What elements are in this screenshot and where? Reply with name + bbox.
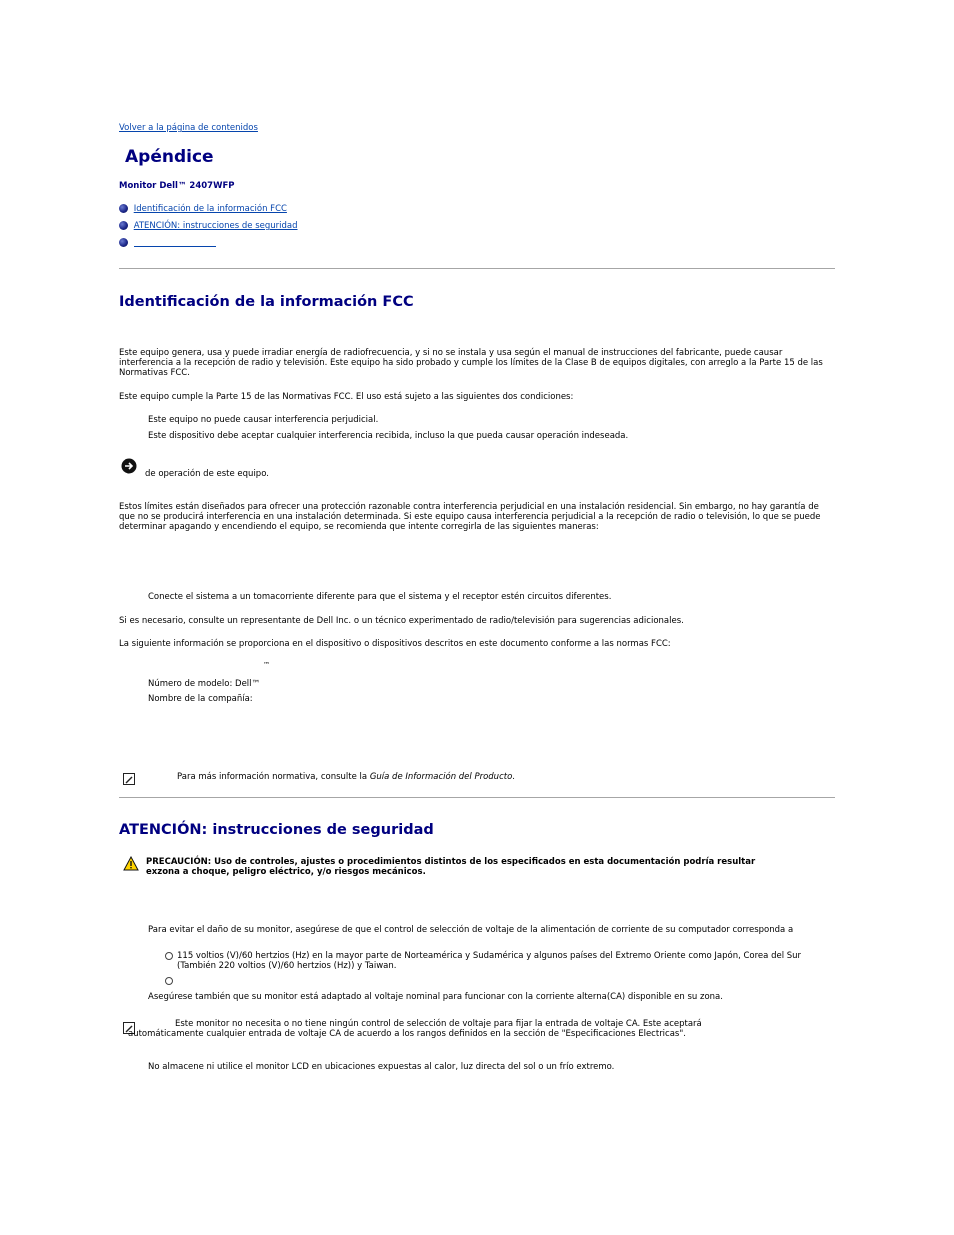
bullet-icon xyxy=(119,238,128,247)
fcc-condition-2: Este dispositivo debe aceptar cualquier interferencia recibida, incluso la que pueda causar operación indeseada. xyxy=(148,431,629,441)
trademark-symbol: ™ xyxy=(263,661,270,669)
safety-paragraph-3: No almacene ni utilice el monitor LCD en ubicaciones expuestas al calor, luz directa del sol o un frío extremo. xyxy=(148,1062,615,1072)
circle-bullet-icon xyxy=(165,952,173,960)
voltage-note-line-2: automáticamente cualquier entrada de voltaje CA de acuerdo a los rangos definidos en la sección de "Especificaciones Electricas". xyxy=(128,1029,686,1039)
note-suffix: . xyxy=(512,772,515,782)
note-guide-title: Guía de Información del Producto xyxy=(369,772,513,782)
option-bullet xyxy=(165,952,173,963)
toc-item[interactable] xyxy=(119,204,287,214)
safety-paragraph-2: Asegúrese también que su monitor está adaptado al voltaje nominal para funcionar con la corriente alterna(CA) disponible en su zona. xyxy=(148,992,723,1002)
toc-item[interactable] xyxy=(119,237,216,248)
page-subtitle: Monitor Dell™ 2407WFP xyxy=(119,181,235,191)
voltage-note-line-1: Este monitor no necesita o no tiene ningún control de selección de voltaje para fijar la entrada de voltaje CA. Este aceptará xyxy=(175,1019,702,1029)
page-title: Apéndice xyxy=(125,147,214,167)
voltage-option-line-2: (También 220 voltios (V)/60 hertzios (Hz)) y Taiwan. xyxy=(177,961,397,971)
circle-bullet-icon xyxy=(165,977,173,985)
fcc-condition-1: Este equipo no puede causar interferencia perjudicial. xyxy=(148,415,379,425)
note-prefix: Para más información normativa, consulte la xyxy=(177,772,370,782)
caution-line-1: PRECAUCIÓN: Uso de controles, ajustes o procedimientos distintos de los especificados en esta documentación podría resultar xyxy=(146,857,756,867)
divider xyxy=(119,268,835,269)
toc-link-empty[interactable] xyxy=(134,237,216,247)
note-icon xyxy=(123,770,135,789)
option-bullet xyxy=(165,977,173,988)
fcc-paragraph-4: Si es necesario, consulte un representante de Dell Inc. o un técnico experimentado de radio/televisión para sugerencias adicionales. xyxy=(119,616,684,626)
fcc-paragraph-1: Este equipo genera, usa y puede irradiar energía de radiofrecuencia, y si no se instala y usa según el manual de instrucciones del fabricante, puede causar interferencia a la recepción de radio y televisión. Este equipo ha sido probado y cumple los límites de la Clase B de equipos digitales, con arreglo a la Parte 15 de las Normativas FCC. xyxy=(119,348,823,378)
fcc-step: Conecte el sistema a un tomacorriente diferente para que el sistema y el receptor estén circuitos diferentes. xyxy=(148,592,612,602)
safety-paragraph-1: Para evitar el daño de su monitor, asegúrese de que el control de selección de voltaje de la alimentación de corriente de su computador corresponda a xyxy=(148,925,794,935)
toc-item[interactable] xyxy=(119,221,298,231)
divider xyxy=(119,797,835,798)
notice-text: de operación de este equipo. xyxy=(145,469,269,479)
bullet-icon xyxy=(119,221,128,230)
notice-icon xyxy=(121,458,137,478)
fcc-paragraph-2: Este equipo cumple la Parte 15 de las Normativas FCC. El uso está sujeto a las siguientes dos condiciones: xyxy=(119,392,574,402)
caution-line-2: exzona a choque, peligro eléctrico, y/o riesgos mecánicos. xyxy=(146,867,426,877)
bullet-icon xyxy=(119,204,128,213)
toc-link-fcc[interactable]: Identificación de la información FCC xyxy=(133,204,287,214)
back-to-contents-link[interactable]: Volver a la página de contenidos xyxy=(119,123,258,133)
toc-link-safety[interactable]: ATENCIÓN: instrucciones de seguridad xyxy=(133,221,298,231)
model-number: Número de modelo: Dell™ xyxy=(148,679,261,689)
voltage-option-line-1: 115 voltios (V)/60 hertzios (Hz) en la mayor parte de Norteamérica y Sudamérica y algunos países del Extremo Oriente como Japón, Corea del Sur xyxy=(177,951,802,961)
fcc-paragraph-3: Estos límites están diseñados para ofrecer una protección razonable contra interferencia perjudicial en una instalación residencial. Sin embargo, no hay garantía de que no se producirá interferencia en una instalación determinada. Si este equipo causa interferencia perjudicial a la recepción de radio o televisión, lo que se puede determinar apagando y encendiendo el equipo, se recomienda que intente corregirla de las siguientes maneras: xyxy=(119,502,821,532)
section-heading-safety: ATENCIÓN: instrucciones de seguridad xyxy=(119,822,434,838)
regulatory-note xyxy=(177,772,515,782)
warning-icon xyxy=(123,856,139,875)
fcc-paragraph-5: La siguiente información se proporciona en el dispositivo o dispositivos descritos en este documento conforme a las normas FCC: xyxy=(119,639,671,649)
section-heading-fcc: Identificación de la información FCC xyxy=(119,294,414,310)
company-name: Nombre de la compañía: xyxy=(148,694,253,704)
